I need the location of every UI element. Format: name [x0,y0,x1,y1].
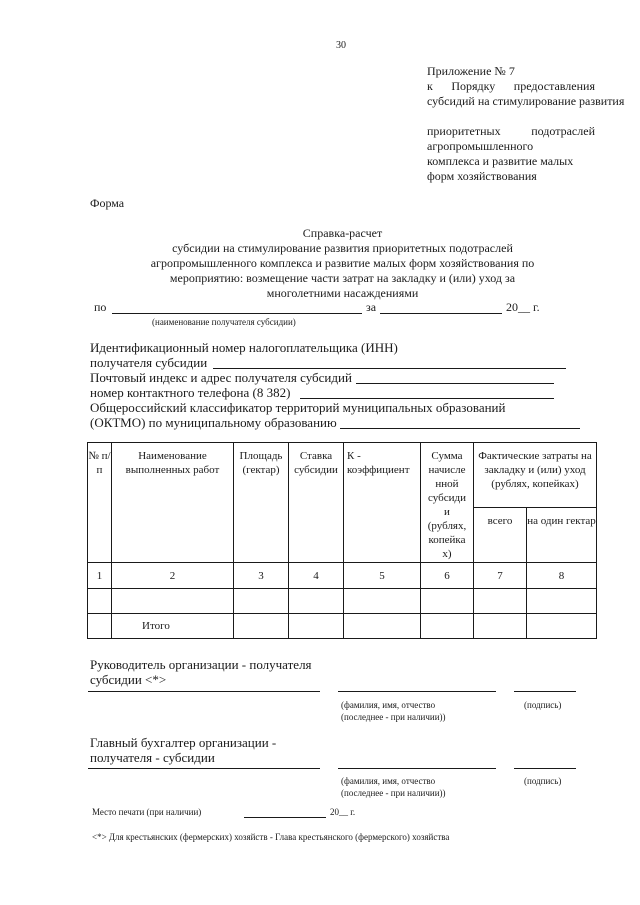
head-label: Руководитель организации - получателя [90,657,312,672]
appendix-line: форм хозяйствования [427,169,537,183]
head-signature-field[interactable] [514,691,576,692]
signature-hint: (подпись) [524,700,562,710]
header-per-ha: на один гектар [527,508,597,563]
head-fio-field[interactable] [338,691,496,692]
signature-hint: (подпись) [524,776,562,786]
header-area: Площадь (гектар) [234,443,289,563]
stamp-label: Место печати (при наличии) [92,807,202,817]
appendix-line: к Порядку предоставления [427,79,595,93]
form-label: Форма [90,196,125,210]
header-coef: К - коэффициент [344,443,421,563]
recipient-name-field[interactable] [112,313,362,314]
inn-label: Идентификационный номер налогоплательщика (ИНН) [90,340,398,355]
for-label: за [366,300,377,314]
inn-field[interactable] [213,368,566,369]
recipient-hint: (наименование получателя субсидии) [152,317,296,327]
appendix-line: субсидий на стимулирование развития [427,94,625,108]
accountant-label-2: получателя - субсидии [90,750,215,765]
accountant-label: Главный бухгалтер организации - [90,735,277,750]
fio-hint: (фамилия, имя, отчество [341,776,436,786]
inn-label-2: получателя субсидии [90,355,208,370]
head-position-field[interactable] [88,691,320,692]
number-row: 1 2 3 4 5 6 7 8 [88,563,597,589]
appendix-title: Приложение № 7 [427,64,515,78]
appendix-line: приоритетных подотраслей [427,124,595,138]
footnote: <*> Для крестьянских (фермерских) хозяйств - Глава крестьянского (фермерского) хозяйства [92,832,450,842]
date-field[interactable] [244,817,326,818]
header-num: № п/п [88,443,112,563]
fio-hint: (фамилия, имя, отчество [341,700,436,710]
phone-label: номер контактного телефона (8 382) [90,385,291,400]
period-field[interactable] [380,313,502,314]
header-sum: Сумма начисле нной субсиди и (рублях, копейка х) [421,443,474,563]
table-row[interactable] [88,589,597,614]
header-actual: Фактические затраты на закладку и (или) уход (рублях, копейках) [474,443,597,508]
address-field[interactable] [356,383,554,384]
address-label: Почтовый индекс и адрес получателя субсидий [90,370,352,385]
accountant-signature-field[interactable] [514,768,576,769]
phone-field[interactable] [300,398,554,399]
year-label: 20__ г. [506,300,540,314]
oktmo-label: Общероссийский классификатор территорий муниципальных образований [90,400,506,415]
oktmo-label-2: (ОКТМО) по муниципальному образованию [90,415,337,430]
oktmo-field[interactable] [340,428,580,429]
accountant-fio-field[interactable] [338,768,496,769]
header-name: Наименование выполненных работ [112,443,234,563]
accountant-position-field[interactable] [88,768,320,769]
date-year: 20__ г. [330,807,356,817]
appendix-line: комплекса и развитие малых [427,154,574,168]
by-label: по [94,300,107,314]
total-row[interactable] [88,614,597,639]
header-total: всего [474,508,527,563]
appendix-line: агропромышленного [427,139,534,153]
page-number: 30 [336,40,346,51]
fio-hint-2: (последнее - при наличии)) [341,712,446,722]
calculation-table [87,442,597,639]
head-label-2: субсидии <*> [90,672,167,687]
total-label: Итого [112,614,234,639]
fio-hint-2: (последнее - при наличии)) [341,788,446,798]
header-rate: Ставка субсидии [289,443,344,563]
